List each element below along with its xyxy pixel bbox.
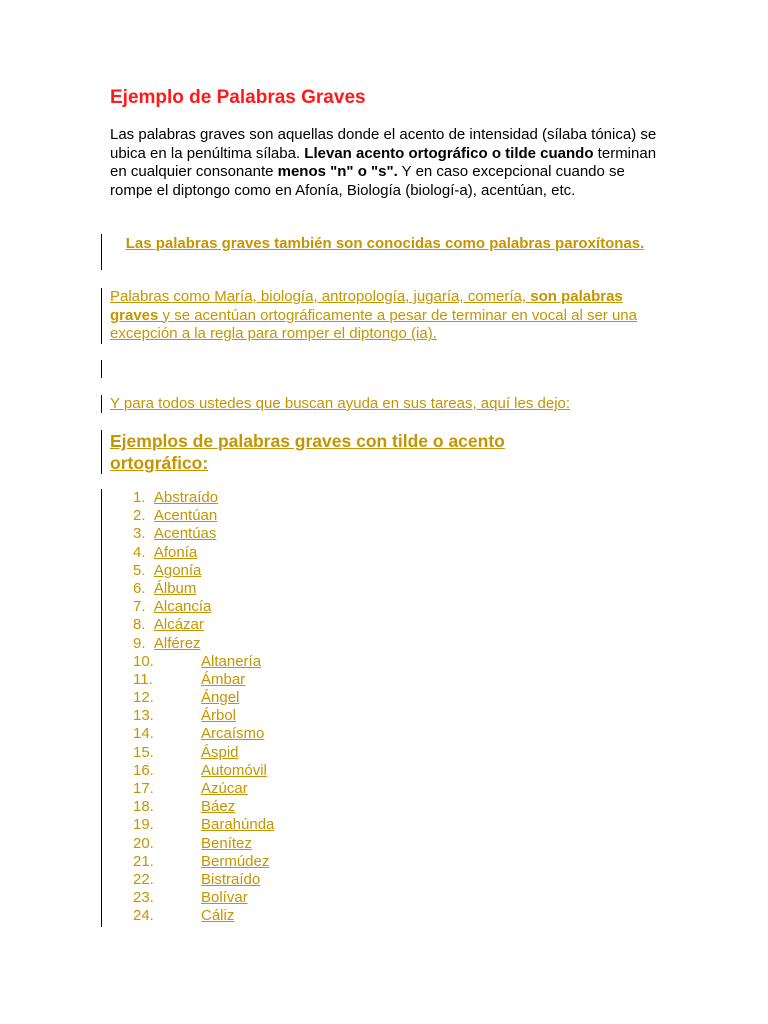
list-item-word: Barahúnda: [201, 816, 275, 834]
list-item-number: 1.: [133, 489, 154, 506]
word-list-item[interactable]: [133, 598, 274, 616]
list-item-word: Ámbar: [201, 670, 246, 688]
word-list-item[interactable]: [133, 725, 274, 743]
list-item-number: 14.: [133, 725, 154, 743]
list-item-word: Bistraído: [201, 870, 261, 888]
list-item-word: Automóvil: [201, 761, 267, 779]
highlight-link[interactable]: Las palabras graves también son conocidas como palabras paroxítonas.: [125, 235, 645, 252]
word-list-item[interactable]: [133, 525, 274, 543]
intro-text-2: terminan en cualquier consonante: [110, 144, 657, 181]
list-item-number: 6.: [133, 579, 154, 597]
list-item-number: 18.: [133, 798, 154, 816]
word-list-item[interactable]: [133, 671, 274, 689]
list-item-number: 8.: [133, 616, 154, 634]
intro-bold-1: Llevan acento ortográfico o tilde cuando: [304, 144, 594, 162]
word-list-item[interactable]: [133, 889, 274, 907]
intro-paragraph: [110, 126, 670, 200]
list-item-number: 9.: [133, 634, 154, 652]
word-list-item[interactable]: [133, 616, 274, 634]
list-item-number: 12.: [133, 689, 154, 707]
word-list-item[interactable]: [133, 835, 274, 853]
list-item-word: Bermúdez: [201, 852, 270, 870]
page-title: Ejemplo de Palabras Graves: [110, 87, 366, 108]
list-item-word: Alcancía: [153, 598, 212, 616]
paragraph-bold: son palabras graves: [110, 288, 623, 324]
list-item-word: Báez: [201, 798, 236, 816]
list-item-number: 7.: [133, 598, 154, 616]
word-list-item[interactable]: [133, 653, 274, 671]
intro-bold-2: menos "n" o "s".: [277, 163, 398, 181]
word-list: [133, 489, 274, 926]
word-list-item[interactable]: [133, 871, 274, 889]
word-list-item[interactable]: [133, 707, 274, 725]
list-item-number: 21.: [133, 852, 154, 870]
word-list-item[interactable]: [133, 489, 274, 507]
list-item-word: Cáliz: [201, 907, 235, 925]
list-item-number: 3.: [133, 525, 154, 543]
list-item-word: Álbum: [153, 579, 197, 597]
change-bar: [101, 395, 102, 413]
list-item-number: 10.: [133, 652, 154, 670]
list-item-word: Acentúan: [153, 507, 218, 525]
list-item-word: Abstraído: [153, 489, 219, 506]
paragraph-text-1: Palabras como María, biología, antropología, jugaría, comería,: [110, 288, 531, 305]
word-list-item[interactable]: [133, 689, 274, 707]
list-item-number: 17.: [133, 780, 154, 797]
list-item-number: 5.: [133, 561, 154, 579]
word-list-item[interactable]: [133, 744, 274, 762]
list-item-word: Árbol: [201, 707, 237, 725]
help-link[interactable]: Y para todos ustedes que buscan ayuda en sus tareas, aquí les dejo:: [110, 395, 571, 412]
list-item-word: Ángel: [201, 689, 240, 707]
change-bar: [101, 489, 102, 927]
word-list-item[interactable]: [133, 816, 274, 834]
word-list-item[interactable]: [133, 544, 274, 562]
list-item-number: 22.: [133, 870, 154, 888]
intro-text-1: Las palabras graves son aquellas donde el acento de intensidad (sílaba tónica) se ubica en la penúltima sílaba.: [110, 126, 657, 162]
list-item-word: Altanería: [201, 652, 262, 670]
list-item-number: 20.: [133, 834, 154, 852]
list-item-number: 11.: [133, 670, 153, 688]
list-item-word: Afonía: [153, 543, 198, 561]
list-item-word: Arcaísmo: [201, 725, 265, 743]
word-list-item[interactable]: [133, 762, 274, 780]
word-list-item[interactable]: [133, 635, 274, 653]
list-item-word: Alférez: [153, 634, 201, 652]
list-item-number: 16.: [133, 761, 154, 779]
list-item-number: 23.: [133, 889, 154, 907]
list-item-word: Benítez: [201, 834, 252, 852]
list-item-number: 19.: [133, 816, 154, 834]
list-item-number: 24.: [133, 907, 154, 925]
list-item-number: 2.: [133, 507, 154, 525]
intro-text-3: Y en caso excepcional cuando se rompe el diptongo como en Afonía, Biología (biologí-a), acentúan, etc.: [110, 163, 625, 199]
list-item-word: Acentúas: [153, 525, 217, 543]
list-item-word: Alcázar: [153, 616, 204, 634]
change-bar: [101, 288, 102, 344]
word-list-item[interactable]: [133, 562, 274, 580]
list-item-word: Azúcar: [201, 780, 248, 797]
list-item-number: 15.: [133, 743, 154, 761]
section-heading[interactable]: Ejemplos de palabras graves con tilde o acento ortográfico:: [110, 431, 505, 473]
word-list-item[interactable]: [133, 907, 274, 925]
paragraph-text-2: y se acentúan ortográficamente a pesar de terminar en vocal al ser una excepción a la regla para romper el diptongo (ia).: [110, 306, 637, 343]
examples-paragraph-link[interactable]: [110, 288, 670, 344]
list-item-word: Agonía: [153, 561, 202, 579]
list-item-number: 13.: [133, 707, 154, 725]
list-item-word: Bolívar: [201, 889, 248, 907]
change-bar: [101, 234, 102, 270]
word-list-item[interactable]: [133, 580, 274, 598]
change-bar: [101, 430, 102, 474]
word-list-item[interactable]: [133, 507, 274, 525]
list-item-word: Áspid: [201, 743, 239, 761]
list-item-number: 4.: [133, 543, 154, 561]
change-bar: [101, 360, 102, 378]
word-list-item[interactable]: [133, 798, 274, 816]
word-list-item[interactable]: [133, 853, 274, 871]
word-list-item[interactable]: [133, 780, 274, 798]
